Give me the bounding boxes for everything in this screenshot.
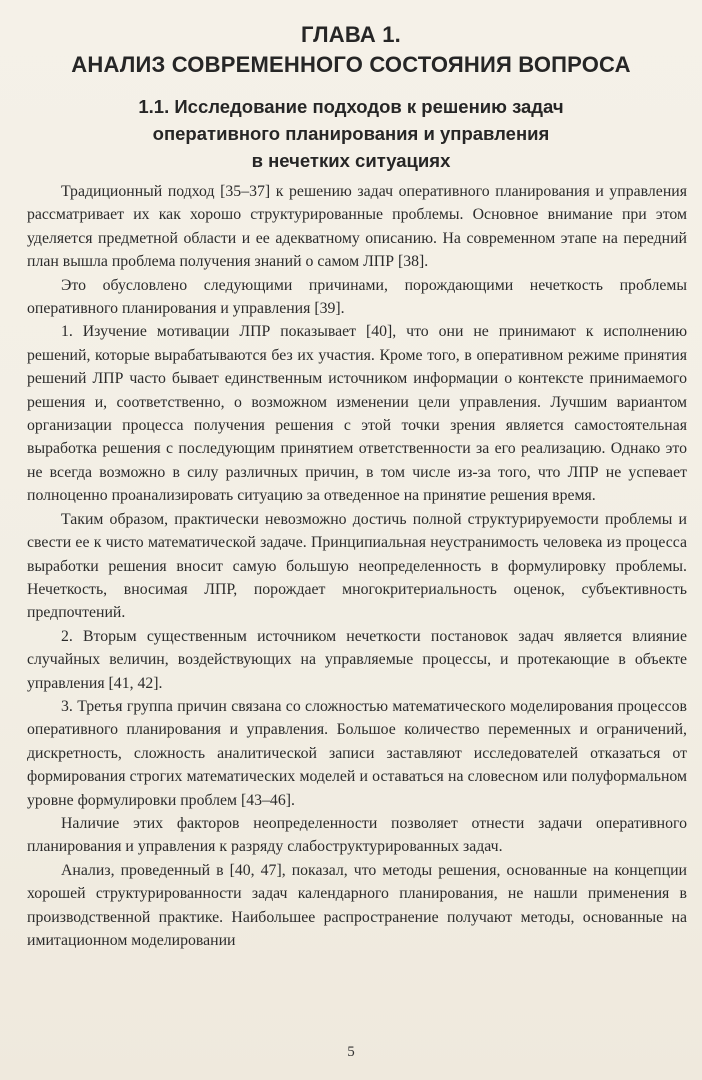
section-title [0, 93, 702, 174]
paragraph: Таким образом, практически невозможно достичь полной структурируемости проблемы и свести ее к чисто математической задаче. Принципиальная неустранимость человека из процесса выработки решения вносит самую большую неопределенность в формулировку проблемы. Нечеткость, вносимая ЛПР, порождает многокритериальность оценок, субъективность предпочтений. [27, 510, 687, 622]
page-number: 5 [347, 1044, 355, 1060]
paragraph: Это обусловлено следующими причинами, порождающими нечеткость проблемы оперативного планирования и управления [39]. [27, 276, 687, 318]
paragraph: 3. Третья группа причин связана со сложностью математического моделирования процессов оперативного планирования и управления. Большое количество переменных и ограничений, дискретность, сложность аналитической записи заставляют исследователей отказаться от формирования строгих математических моделей и оставаться на словесном или полуформальном уровне формулировки проблем [43–46]. [27, 697, 687, 809]
chapter-number: ГЛАВА 1. [301, 22, 401, 47]
body-text [27, 180, 687, 952]
chapter-title [0, 20, 702, 80]
paragraph: 1. Изучение мотивации ЛПР показывает [40], что они не принимают к исполнению решений, которые вырабатываются без их участия. Кроме того, в оперативном режиме принятия решений ЛПР часто бывает единственным источником информации о контексте принимаемого решения и, соответственно, о возможном изменении цели управления. Лучшим вариантом организации процесса получения решения с этой точки зрения является самостоятельная выработка решения с последующим принятием ответственности за его реализацию. Однако это не всегда возможно в силу различных причин, в том числе из-за того, что ЛПР не успевает полноценно проанализировать ситуацию за отведенное на принятие решения время. [27, 323, 687, 505]
section-title-line: в нечетких ситуациях [251, 150, 451, 171]
section-title-line: 1.1. Исследование подходов к решению задач [138, 96, 564, 117]
section-title-line: оперативного планирования и управления [152, 123, 550, 144]
paragraph: Анализ, проведенный в [40, 47], показал, что методы решения, основанные на концепции хорошей структурированности задач календарного планирования, не нашли применения в производственной практике. Наибольшее распространение получают методы, основанные на имитационном моделировании [27, 861, 687, 949]
chapter-name: АНАЛИЗ СОВРЕМЕННОГО СОСТОЯНИЯ ВОПРОСА [71, 52, 631, 77]
paragraph: Наличие этих факторов неопределенности позволяет отнести задачи оперативного планирования и управления к разряду слабоструктурированных задач. [27, 814, 687, 856]
paragraph: Традиционный подход [35–37] к решению задач оперативного планирования и управления рассматривает их как хорошо структурированные проблемы. Основное внимание при этом уделяется предметной области и ее адекватному описанию. На современном этапе на передний план вышла проблема получения знаний о самом ЛПР [38]. [27, 183, 687, 271]
paragraph: 2. Вторым существенным источником нечеткости постановок задач является влияние случайных величин, воздействующих на управляемые процессы, и протекающие в объекте управления [41, 42]. [27, 627, 687, 692]
